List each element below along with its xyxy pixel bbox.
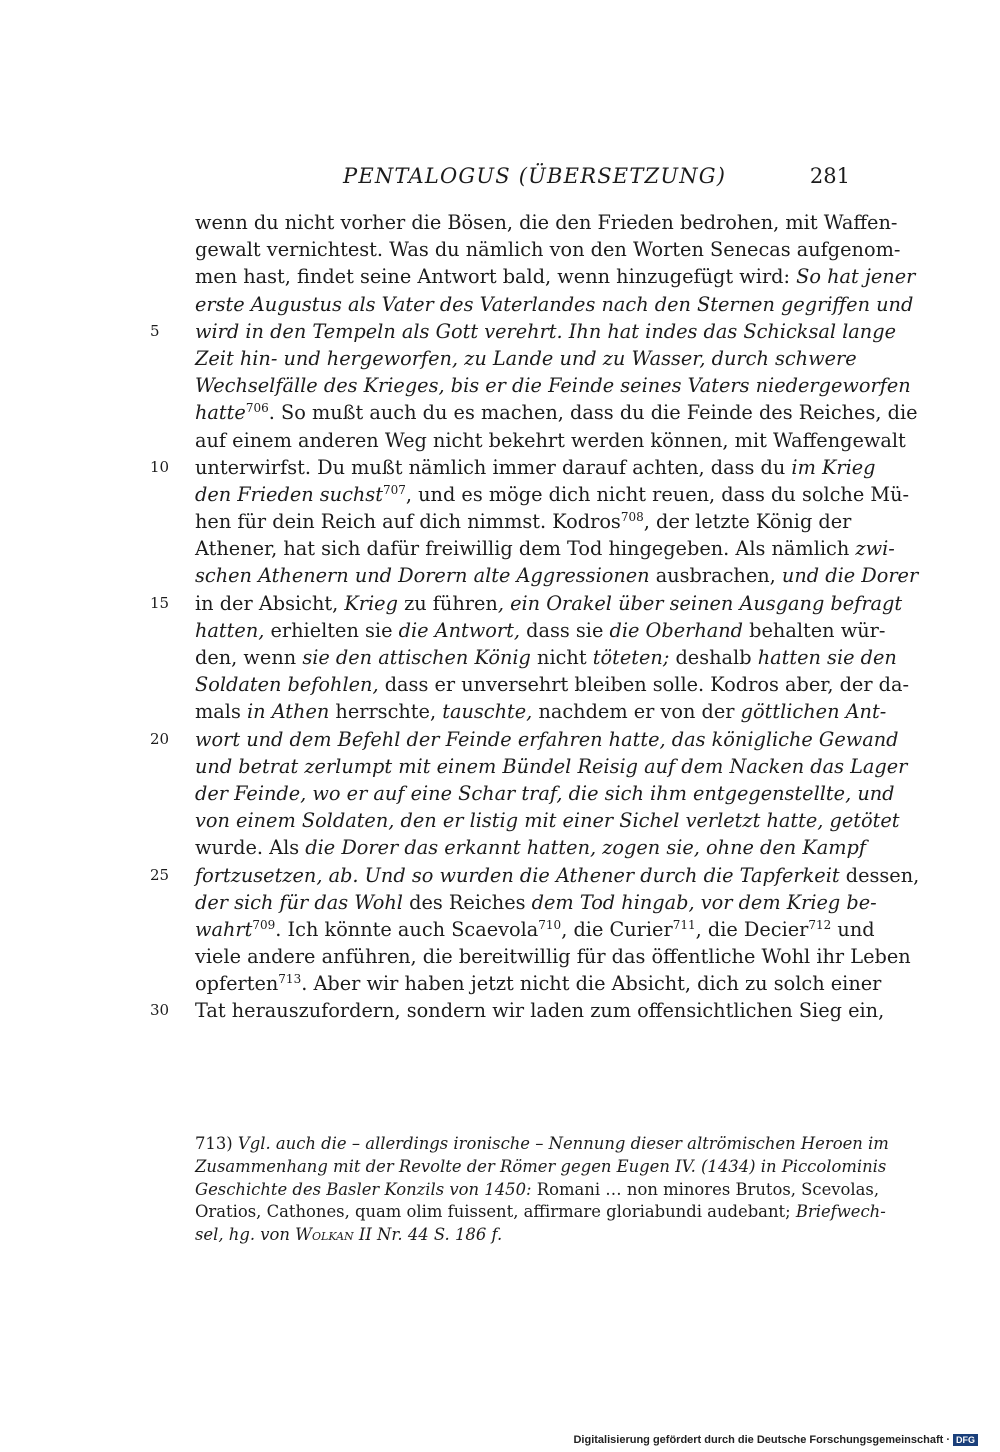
text-run: , die Decier [695,917,809,941]
text-line [150,318,896,345]
italic-run: erste Augustus als Vater des Vaterlandes nach den Sternen gegriffen und [195,292,914,316]
text-run: hen für dein Reich auf dich nimmst. Kodros [195,510,621,534]
footnote-ref: 708 [620,510,644,525]
italic-run: tauschte, [442,700,533,724]
line-number: 15 [150,593,170,612]
text-run: Tat herauszufordern, sondern wir laden zum offensichtlichen Sieg ein, [195,999,885,1023]
italic-run: fortzusetzen, ab. Und so wurden die Athener durch die Tapferkeit [195,863,840,887]
footnote-713 [195,1133,889,1247]
text-run: dass sie [526,618,604,642]
text-run: wurde. Als [195,836,300,860]
text-line [195,345,857,372]
text-run: . Aber wir haben jetzt nicht die Absicht, dich zu solch einer [301,972,882,996]
italic-run: hatten, [195,618,265,642]
footnote-ref: 710 [538,917,562,932]
text-line [150,590,903,617]
text-line [195,780,895,807]
text-line [195,535,895,562]
text-run: men hast, findet seine Antwort bald, wenn hinzugefügt wird: [195,265,791,289]
text-line [195,671,910,698]
text-line [150,862,920,889]
running-title: PENTALOGUS (ÜBERSETZUNG) [343,164,727,188]
italic-run: zwi- [855,537,895,561]
text-run: deshalb [675,646,752,669]
italic-run: Krieg [344,591,398,615]
footnote-ref: 707 [382,482,406,497]
page-number: 281 [809,164,850,188]
text-run: Romani … non minores Brutos, Scevolas, [536,1179,880,1199]
text-line [195,508,850,535]
footnote-ref: 709 [252,917,276,932]
text-run: nicht [537,646,587,669]
footnote-number: 713) [195,1134,233,1153]
footnote-line [195,1201,886,1224]
text-run: behalten wür- [749,618,886,642]
italic-run: der Feinde, wo er auf eine Schar traf, die sich ihm entgegenstellte, und [195,781,895,805]
text-line [195,644,897,671]
text-run: Oratios, Cathones, quam olim fuissent, affirmare gloriabundi audebant; [195,1202,791,1222]
line-number: 25 [150,865,170,884]
text-line [195,263,916,290]
text-run: in der Absicht, [195,591,339,615]
text-line [195,698,887,725]
author-name: Wolkan [295,1225,354,1245]
text-line [150,726,899,753]
text-run: , der letzte König der [643,510,852,534]
italic-run: in Athen [246,700,330,724]
running-header [195,164,850,194]
text-line [195,562,919,589]
italic-run: Briefwech- [795,1202,886,1222]
footnote-ref: 706 [245,401,269,416]
funding-text: Digitalisierung gefördert durch die Deutsche Forschungsgemeinschaft · [573,1434,950,1446]
italic-run: den Frieden suchst [195,482,383,506]
italic-run: und betrat zerlumpt mit einem Bündel Reisig auf dem Nacken das Lager [195,754,908,778]
text-run: des Reiches [409,890,526,914]
italic-run: Geschichte des Basler Konzils von 1450: [195,1179,532,1199]
text-line [195,753,908,780]
text-run: dass er unversehrt bleiben solle. Kodros aber, der da- [384,673,910,697]
text-line [195,889,877,916]
italic-run: II Nr. 44 S. 186 f. [358,1225,503,1245]
text-run: den, wenn [195,646,297,669]
italic-run: schen Athenern und Dorern alte Aggressionen [195,564,650,588]
italic-run: Zeit hin- und hergeworfen, zu Lande und zu Wasser, durch schwere [195,346,857,370]
italic-run: wird in den Tempeln als Gott verehrt. Ihn hat indes das Schicksal lange [195,319,896,343]
italic-run: So hat jener [796,265,916,289]
text-run: dessen, [845,863,920,887]
line-number: 10 [150,457,170,476]
text-run: und [837,917,875,941]
text-line [195,807,900,834]
text-run: erhielten sie [270,618,393,642]
text-run: zu führen [404,591,498,615]
funding-note [573,1434,978,1446]
line-number: 30 [150,1001,170,1020]
italic-run: die Oberhand [609,618,744,642]
text-run: nachdem er von der [538,700,735,724]
italic-run: töteten; [592,646,670,669]
italic-run: sie den attischen König [302,646,531,669]
text-run: wenn du nicht vorher die Bösen, die den Frieden bedrohen, mit Waffen- [195,211,898,234]
italic-run: sel, hg. von [195,1225,290,1245]
line-number: 20 [150,729,170,748]
italic-run: von einem Soldaten, den er listig mit einer Sichel verletzt hatte, getötet [195,809,900,833]
italic-run: der sich für das Wohl [195,890,403,914]
text-line [195,372,911,399]
italic-run: wort und dem Befehl der Feinde erfahren hatte, das königliche Gewand [195,727,899,751]
text-run: . Ich könnte auch Scaevola [275,917,539,941]
italic-run: die Antwort, [398,618,520,642]
line-number: 5 [150,321,160,340]
dfg-logo: DFG [953,1434,978,1446]
italic-run: Wechselfälle des Krieges, bis er die Feinde seines Vaters niedergeworfen [195,374,911,398]
text-run: , die Curier [561,917,673,941]
text-line [195,943,911,970]
text-run: opferten [195,972,279,996]
text-line [195,427,906,454]
text-line [195,399,918,426]
footnote-ref: 711 [672,917,696,932]
text-line [195,209,898,236]
footnote-line [195,1179,880,1202]
text-run: gewalt vernichtest. Was du nämlich von den Worten Senecas aufgenom- [195,238,901,262]
italic-run: die Dorer das erkannt hatten, zogen sie, ohne den Kampf [305,836,866,860]
text-line [195,617,886,644]
italic-run: hatten sie den [757,646,897,669]
text-run: Athener, hat sich dafür freiwillig dem Tod hingegeben. Als nämlich [195,537,850,561]
text-line [195,236,901,263]
text-run: . So mußt auch du es machen, dass du die Feinde des Reiches, die [268,401,918,425]
text-run: auf einem anderen Weg nicht bekehrt werden können, mit Waffengewalt [195,428,906,452]
text-line [195,970,882,997]
italic-run: Vgl. auch die – allerdings ironische – Nennung dieser altrömischen Heroen im [237,1134,889,1153]
italic-run: Zusammenhang mit der Revolte der Römer gegen Eugen IV. (1434) in Piccolominis [195,1156,887,1176]
text-line [195,291,914,318]
text-run: , und es möge dich nicht reuen, dass du solche Mü- [405,482,910,506]
footnote-line [195,1133,889,1156]
main-text [150,209,920,1025]
italic-run: göttlichen Ant- [740,700,887,724]
footnote-line [195,1156,887,1179]
text-line [150,997,885,1024]
text-run: unterwirfst. Du mußt nämlich immer darauf achten, dass du [195,455,786,479]
italic-run: Soldaten befohlen, [195,673,379,697]
italic-run: hatte [195,401,246,425]
text-line [195,481,910,508]
footnote-ref: 712 [808,917,832,932]
footnote-ref: 713 [278,972,302,987]
italic-run: wahrt [195,917,253,941]
text-line [195,916,875,943]
text-run: herrschte, [335,700,437,724]
italic-run: und die Dorer [781,564,919,588]
text-line [195,834,866,861]
text-run: mals [195,700,241,724]
italic-run: dem Tod hingab, vor dem Krieg be- [531,890,877,914]
italic-run: , ein Orakel über seinen Ausgang befragt [497,591,903,615]
text-run: ausbrachen, [655,564,776,588]
text-line [150,454,876,481]
text-run: viele andere anführen, die bereitwillig für das öffentliche Wohl ihr Leben [195,945,911,969]
italic-run: im Krieg [791,455,876,479]
footnote-line [195,1224,850,1247]
